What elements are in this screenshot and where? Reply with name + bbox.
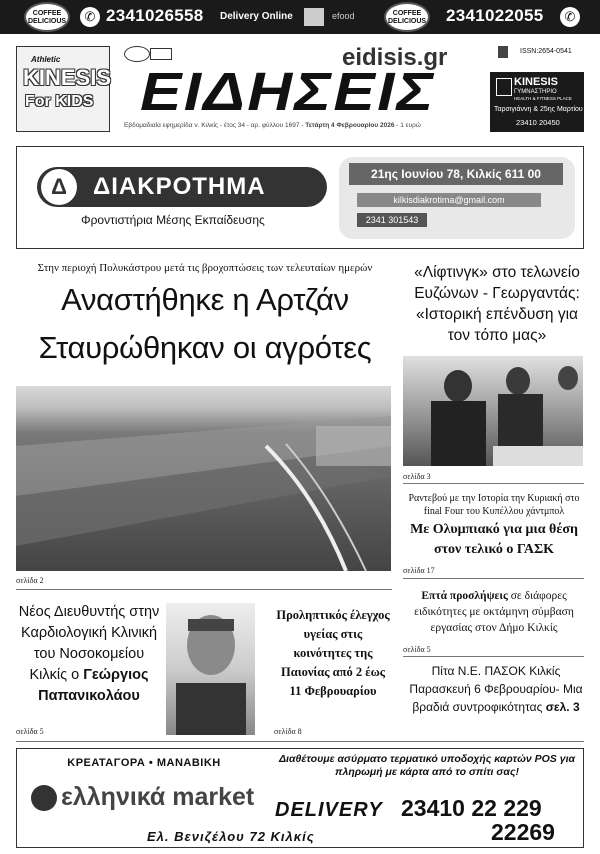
divider <box>16 589 392 590</box>
market-logo <box>31 777 261 823</box>
pos-notice: Διαθέτουμε ασύρματο τερματικό υποδοχής καρτών POS για πληρωμή με κάρτα από το σπίτι σας! <box>279 753 575 778</box>
right-story1-headline: «Λίφτινγκ» στο τελωνείο Ευζώνων - Γεωργαντάς: «Ιστορική επένδυση για τον τόπο μας» <box>414 264 580 344</box>
diakrotima-brand: ΔΙΑΚΡΟΤΗΜΑ <box>93 173 266 200</box>
cardio-story-body: Νέος Διευθυντής στην Καρδιολογική Κλινική του Νοσοκομείου Κιλκίς ο <box>18 604 160 683</box>
lead-headline-1: Αναστήθηκε η Αρτζάν <box>61 282 349 317</box>
doctor-portrait-detail <box>166 603 255 735</box>
top-ad-bar <box>0 0 600 34</box>
right-story2-kicker: Ραντεβού με την Ιστορία την Κυριακή στο final Four του Κυπέλλου χάντμπολ <box>408 493 580 517</box>
gym-brand: KINESIS <box>514 76 559 88</box>
delivery-label: DELIVERY <box>275 799 383 821</box>
right-story2-headline: Με Ολυμπιακό για μια θέση στον τελικό ο ΓΑΣΚ <box>410 522 578 557</box>
cardio-story-page: σελίδα 5 <box>16 727 44 736</box>
right-story3-bold: Επτά προσλήψεις <box>421 590 508 602</box>
kinesis-kids-ad <box>16 46 110 132</box>
press-logo-icon <box>124 46 150 62</box>
masthead-title: ΕΙΔΗΣΕΙΣ <box>140 62 436 122</box>
right-story1-page: σελίδα 3 <box>403 472 431 481</box>
phone-small-icon <box>498 46 508 58</box>
cardio-story-name: Γεώργιος Παπανικολάου <box>38 667 149 704</box>
cardio-doctor-photo <box>166 603 255 735</box>
gym-logo-icon <box>496 78 512 96</box>
diakrotima-tagline: Φροντιστήρια Μέσης Εκπαίδευσης <box>81 213 265 227</box>
right-story3-rest: σε διάφορες ειδικότητες με οκτάμηνη σύμβαση εργασίας στον Δήμο Κιλκίς <box>414 590 574 634</box>
phone-left: 2341026558 <box>106 6 204 25</box>
press-logo-icon-2 <box>150 48 172 60</box>
whatsapp-icon-right: ✆ <box>560 7 580 27</box>
market-brand: ελληνικά market <box>61 783 255 811</box>
right-story4-ref: σελ. 3 <box>545 700 580 714</box>
market-phone-2: 22269 <box>491 819 555 845</box>
market-phone-1: 23410 22 229 <box>401 795 542 821</box>
market-logo-icon <box>31 785 57 811</box>
health-check-story-text: Προληπτικός έλεγχος υγείας στις κοινότητες της Παιονίας από 2 έως 11 Φεβρουαρίου <box>276 608 390 698</box>
delta-logo-icon: Δ <box>41 169 77 205</box>
gym-sub2: HEALTH & FITNESS PLACE <box>514 96 572 101</box>
market-store-top: ΚΡΕΑΤΑΓΟΡΑ • ΜΑΝΑΒΙΚΗ <box>27 755 261 771</box>
kinesis-kids-line3: For KIDS <box>25 93 94 110</box>
diakrotima-email[interactable]: kilkisdiakrotima@gmail.com <box>357 193 541 207</box>
lead-page-ref: σελίδα 2 <box>16 576 44 585</box>
coffee-delicious-badge-right: COFFEE DELICIOUS <box>384 2 430 32</box>
cardio-story-text <box>18 602 160 707</box>
issue-date: Τετάρτη 4 Φεβρουαρίου 2026 <box>305 122 395 129</box>
subline-pre: Εβδομαδιαία εφημερίδα ν. Κιλκίς - έτος 34 - αρ. φύλλου 1697 - <box>124 122 304 129</box>
right-story4-text <box>408 662 584 716</box>
site-url[interactable]: eidisis.gr <box>342 44 448 71</box>
diakrotima-banner <box>16 146 584 249</box>
diakrotima-contact-box <box>339 157 575 239</box>
gym-address: Ταρσιγιάννη & 25ης Μαρτίου <box>494 106 583 113</box>
masthead-subline <box>124 122 421 129</box>
market-footer-ad <box>16 748 584 848</box>
whatsapp-icon-left: ✆ <box>80 7 100 27</box>
lead-photo-detail <box>16 386 391 571</box>
phone-right: 2341022055 <box>446 6 544 25</box>
diakrotima-address: 21ης Ιουνίου 78, Κιλκίς 611 00 <box>349 163 563 185</box>
lead-photo-flooded-fields <box>16 386 391 571</box>
right-story1-photo <box>403 356 583 466</box>
divider <box>403 578 584 579</box>
health-check-story-page: σελίδα 8 <box>274 727 302 736</box>
efood-logo: efood <box>332 11 355 21</box>
divider <box>403 656 584 657</box>
divider <box>403 483 584 484</box>
right-story3-page: σελίδα 5 <box>403 645 431 654</box>
gym-sub: ΓΥΜΝΑΣΤΗΡΙΟ <box>514 89 557 95</box>
divider <box>16 741 584 742</box>
lead-headline-2: Σταυρώθηκαν οι αγρότες <box>38 330 372 365</box>
kinesis-kids-line2: KINESIS <box>23 65 112 90</box>
app-logo-icon <box>304 8 324 26</box>
right-story3-text <box>404 588 584 636</box>
market-address: Ελ. Βενιζέλου 72 Κιλκίς <box>147 829 315 844</box>
gym-phone: 23410 20450 <box>516 118 560 127</box>
diakrotima-logo-bar <box>37 167 327 207</box>
photo-people-detail <box>403 356 583 466</box>
lead-kicker: Στην περιοχή Πολυκάστρου μετά τις βροχοπτώσεις των τελευταίων ημερών <box>37 262 373 274</box>
delivery-online-label: Delivery Online <box>220 11 293 22</box>
diakrotima-phone: 2341 301543 <box>357 213 427 227</box>
kinesis-kids-line1: Athletic <box>31 55 61 64</box>
right-story2-page: σελίδα 17 <box>403 566 435 575</box>
subline-price: - 1 ευρώ <box>396 122 421 129</box>
coffee-delicious-badge-left: COFFEE DELICIOUS <box>24 2 70 32</box>
right-story4-body: Πίτα Ν.Ε. ΠΑΣΟΚ Κιλκίς Παρασκευή 6 Φεβρουαρίου- Μια βραδιά συντροφικότητας <box>409 664 583 714</box>
issn: ISSN:2654-0541 <box>520 48 572 55</box>
kinesis-gym-ad <box>490 72 584 132</box>
